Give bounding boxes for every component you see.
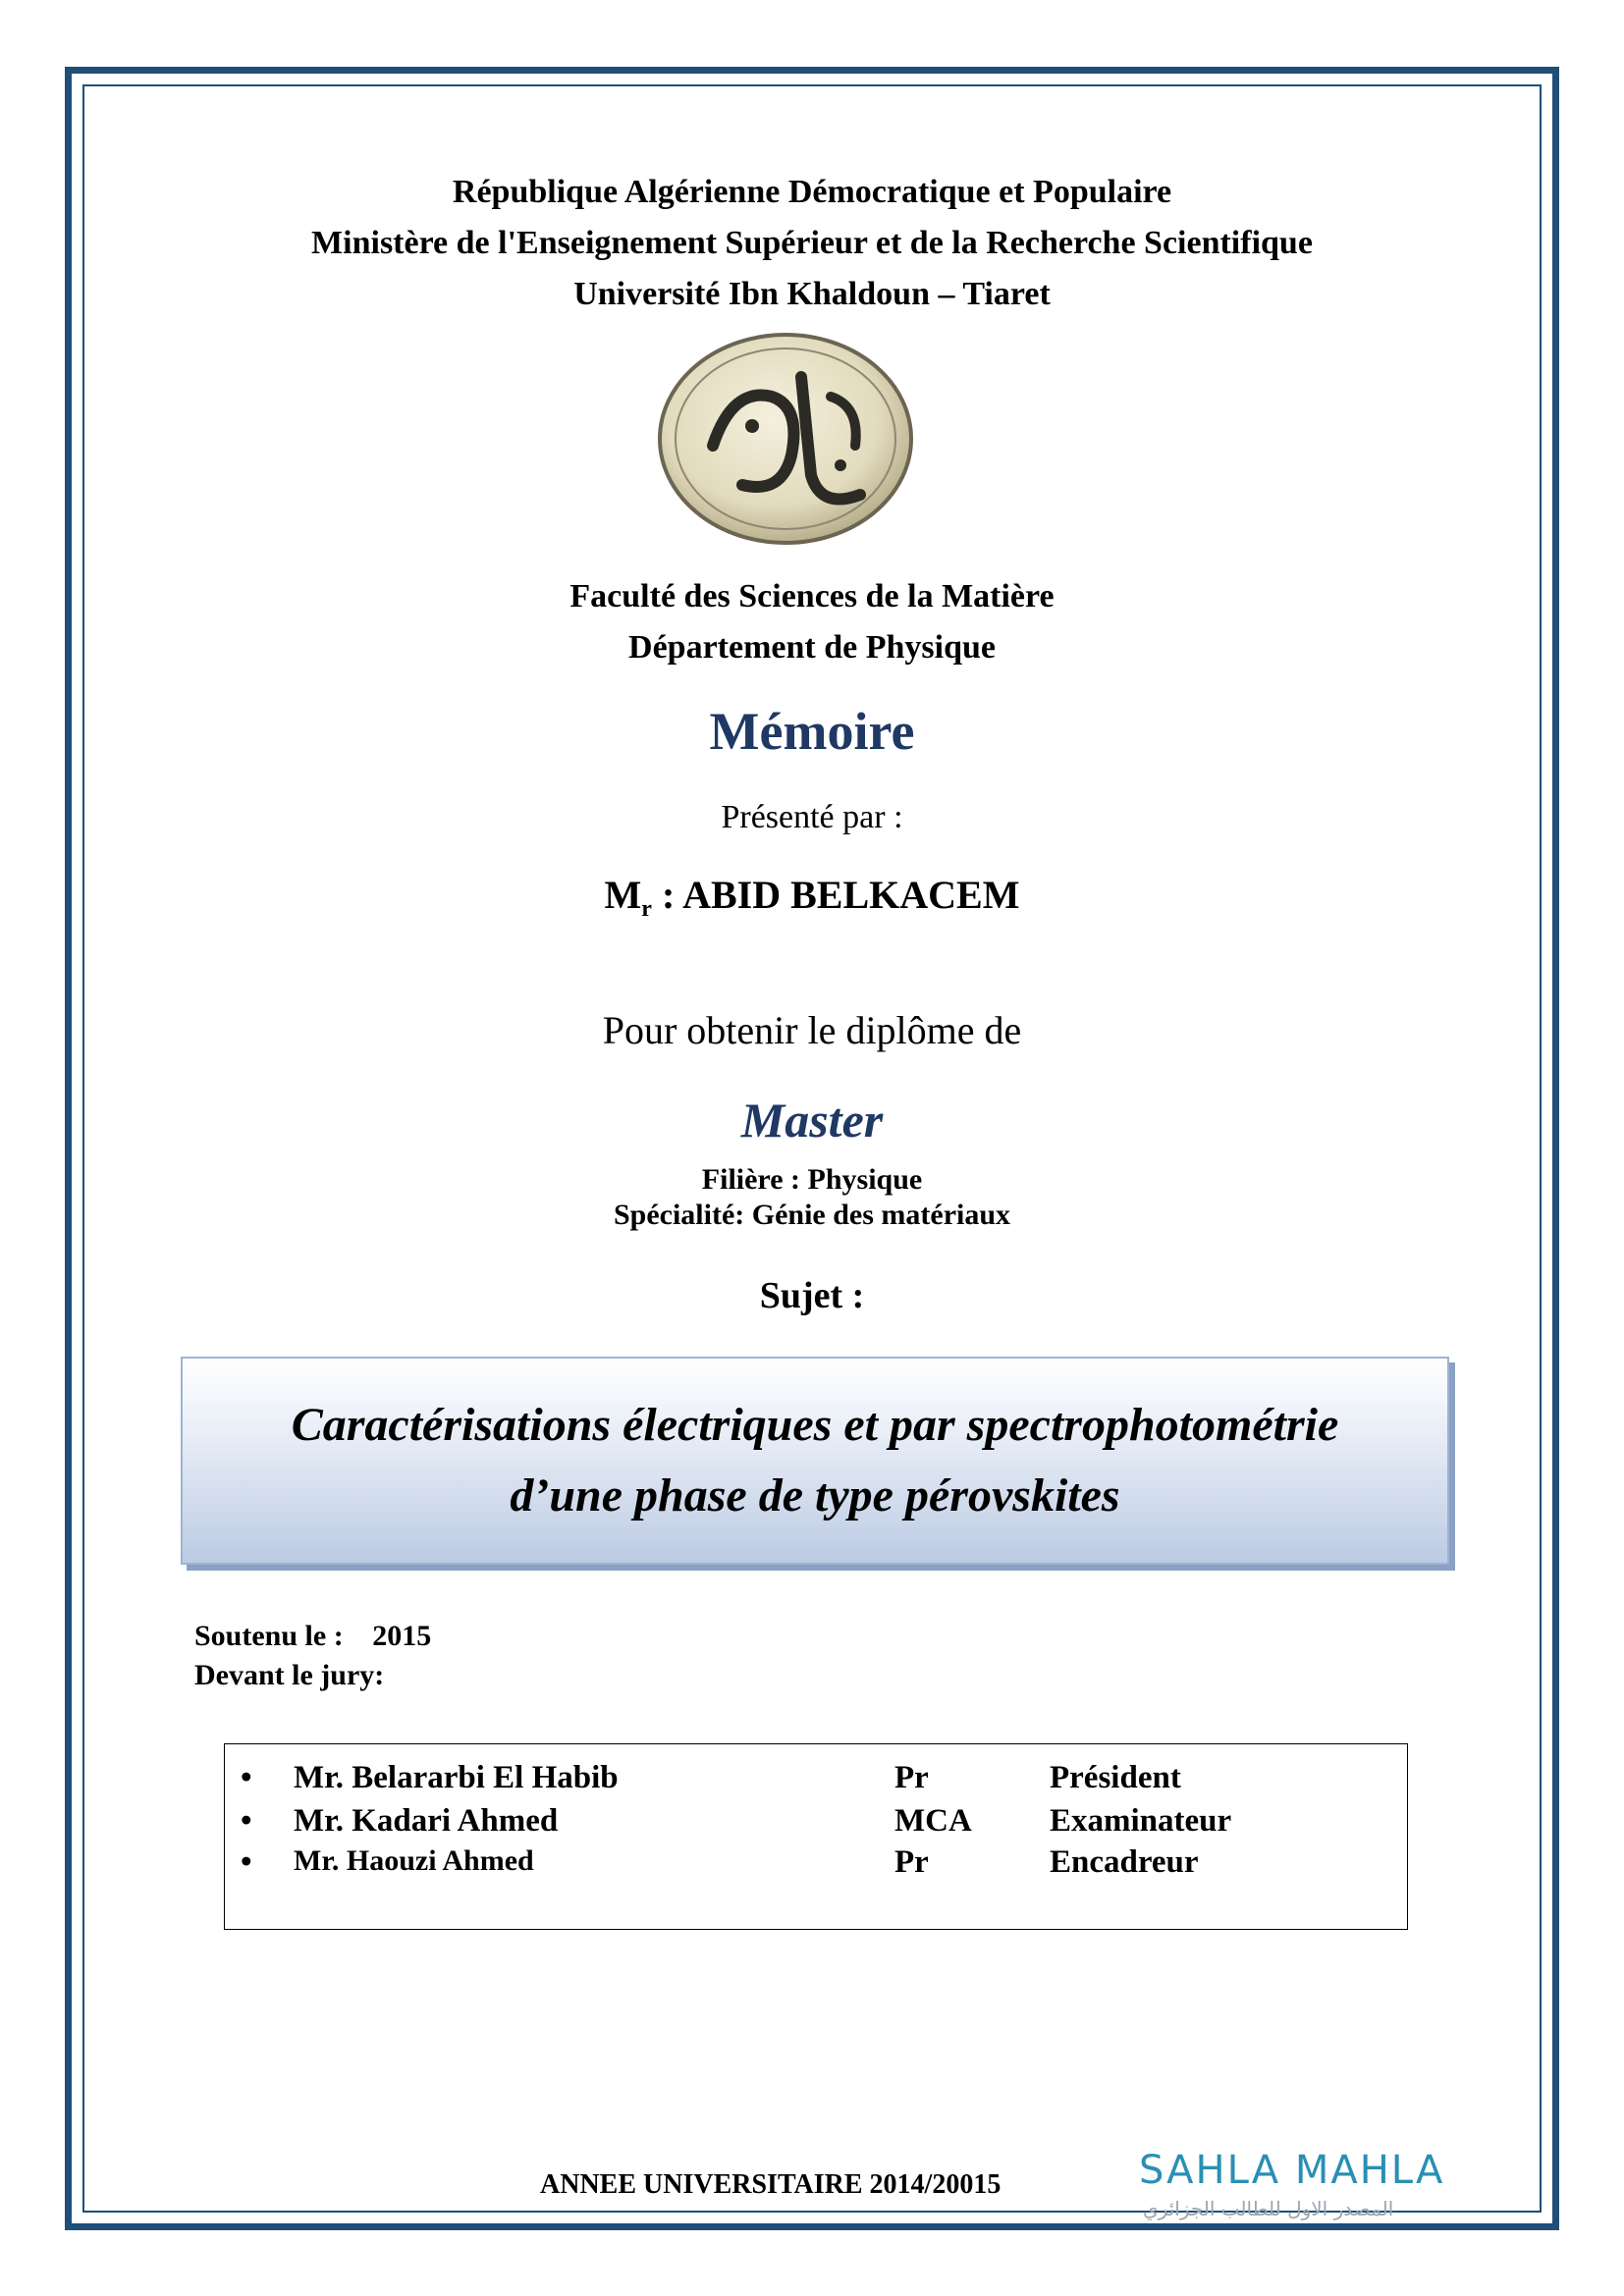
author-fullname: : ABID BELKACEM bbox=[651, 873, 1020, 917]
jury-row bbox=[225, 1760, 1407, 1801]
bullet-icon: • bbox=[241, 1760, 252, 1795]
subject-title bbox=[292, 1390, 1339, 1531]
diploma-intro: Pour obtenir le diplôme de bbox=[602, 1008, 1022, 1052]
program-block bbox=[0, 1162, 1624, 1233]
jury-row bbox=[225, 1803, 1407, 1844]
faculty-block bbox=[0, 571, 1624, 673]
academic-year: ANNEE UNIVERSITAIRE 2014/20015 bbox=[540, 2169, 1001, 2200]
subject-box bbox=[181, 1357, 1449, 1565]
subject-label: Sujet : bbox=[759, 1275, 865, 1316]
author-prefix-sub: r bbox=[641, 896, 652, 922]
specialite-label: Spécialité: Génie des matériaux bbox=[613, 1199, 1011, 1231]
document-type-title: Mémoire bbox=[709, 702, 915, 761]
bullet-icon: • bbox=[241, 1844, 252, 1880]
watermark-subtitle: المصدر الاول للطالب الجزائري bbox=[1143, 2197, 1394, 2220]
jury-member-grade: MCA bbox=[894, 1803, 972, 1839]
author-prefix: M bbox=[604, 873, 642, 917]
jury-member-grade: Pr bbox=[894, 1844, 929, 1880]
faculty-name: Faculté des Sciences de la Matière bbox=[569, 578, 1055, 614]
jury-member-role: Encadreur bbox=[1050, 1844, 1199, 1880]
presented-by-label: Présenté par : bbox=[721, 799, 903, 835]
filiere-label: Filière : Physique bbox=[701, 1163, 923, 1196]
subject-title-line1: Caractérisations électriques et par spectrophotométrie bbox=[291, 1399, 1339, 1451]
jury-label: Devant le jury: bbox=[194, 1659, 385, 1691]
jury-member-role: Examinateur bbox=[1050, 1803, 1232, 1839]
department-name: Département de Physique bbox=[628, 629, 996, 666]
header-block bbox=[0, 167, 1624, 320]
defense-date bbox=[194, 1620, 431, 1653]
header-republic: République Algérienne Démocratique et Populaire bbox=[452, 174, 1172, 210]
bullet-icon: • bbox=[241, 1803, 252, 1839]
header-university: Université Ibn Khaldoun – Tiaret bbox=[573, 276, 1051, 312]
jury-member-grade: Pr bbox=[894, 1760, 929, 1795]
jury-row bbox=[225, 1844, 1407, 1886]
subject-title-line2: d’une phase de type pérovskites bbox=[510, 1469, 1120, 1522]
sahla-mahla-watermark bbox=[1139, 2148, 1551, 2226]
jury-member-name: Mr. Kadari Ahmed bbox=[294, 1803, 559, 1839]
header-ministry: Ministère de l'Enseignement Supérieur et de la Recherche Scientifique bbox=[311, 225, 1313, 261]
defense-year: 2015 bbox=[372, 1620, 432, 1652]
defense-date-label: Soutenu le : bbox=[194, 1620, 344, 1652]
diploma-name: Master bbox=[740, 1093, 884, 1148]
jury-member-role: Président bbox=[1050, 1760, 1181, 1795]
watermark-title: SAHLA MAHLA bbox=[1139, 2148, 1445, 2193]
jury-member-name: Mr. Haouzi Ahmed bbox=[294, 1844, 534, 1877]
jury-table bbox=[224, 1743, 1408, 1930]
jury-member-name: Mr. Belararbi El Habib bbox=[294, 1760, 619, 1795]
author-name bbox=[0, 872, 1624, 923]
university-seal-calligraphy-icon bbox=[654, 328, 917, 550]
